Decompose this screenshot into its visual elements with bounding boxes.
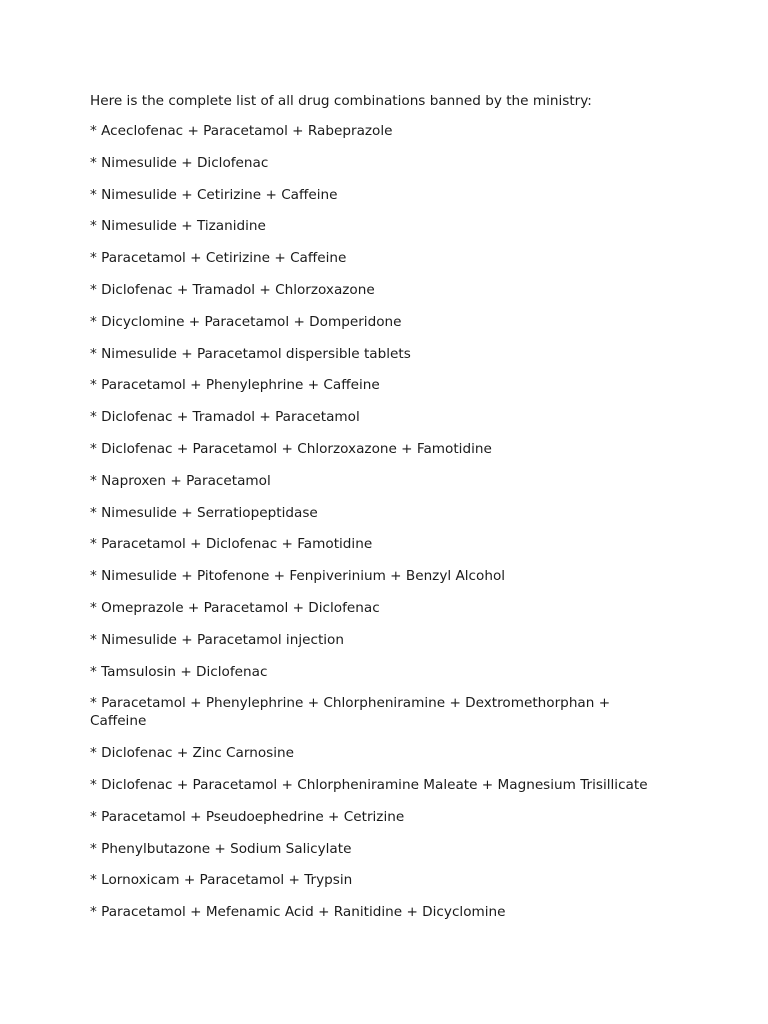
list-item: * Nimesulide + Serratiopeptidase <box>90 504 318 521</box>
list-item: * Nimesulide + Diclofenac <box>90 154 269 171</box>
list-item: * Diclofenac + Zinc Carnosine <box>90 745 294 762</box>
list-item: * Paracetamol + Mefenamic Acid + Ranitidine + Dicyclomine <box>90 904 506 921</box>
list-item: * Aceclofenac + Paracetamol + Rabeprazole <box>90 123 393 139</box>
list-item: * Lornoxicam + Paracetamol + Trypsin <box>90 872 353 889</box>
list-item: * Nimesulide + Cetirizine + Caffeine <box>90 186 338 203</box>
intro-text: Here is the complete list of all drug combinations banned by the ministry: <box>90 93 592 109</box>
list-item: * Nimesulide + Paracetamol dispersible tablets <box>90 345 411 362</box>
list-item: * Paracetamol + Phenylephrine + Caffeine <box>90 377 380 394</box>
list-item: * Dicyclomine + Paracetamol + Domperidone <box>90 313 402 330</box>
list-item: * Paracetamol + Cetirizine + Caffeine <box>90 250 347 267</box>
list-item: * Nimesulide + Tizanidine <box>90 218 266 235</box>
list-item: * Paracetamol + Diclofenac + Famotidine <box>90 536 373 553</box>
banned-drug-list <box>90 122 650 921</box>
list-item: * Nimesulide + Pitofenone + Fenpiverinium + Benzyl Alcohol <box>90 568 506 585</box>
list-item: * Phenylbutazone + Sodium Salicylate <box>90 840 352 857</box>
list-item: * Omeprazole + Paracetamol + Diclofenac <box>90 599 380 616</box>
list-item: * Diclofenac + Paracetamol + Chlorzoxazone + Famotidine <box>90 440 492 457</box>
list-item: * Nimesulide + Paracetamol injection <box>90 631 344 648</box>
list-item: * Diclofenac + Tramadol + Chlorzoxazone <box>90 281 375 298</box>
list-item: * Tamsulosin + Diclofenac <box>90 663 268 680</box>
list-item: * Paracetamol + Phenylephrine + Chlorpheniramine + Dextromethorphan + Caffeine <box>90 695 611 730</box>
document-body <box>90 92 650 935</box>
list-item: * Diclofenac + Tramadol + Paracetamol <box>90 409 360 426</box>
list-item: * Diclofenac + Paracetamol + Chlorpheniramine Maleate + Magnesium Trisillicate <box>90 776 648 793</box>
list-item: * Naproxen + Paracetamol <box>90 472 271 489</box>
list-item: * Paracetamol + Pseudoephedrine + Cetrizine <box>90 808 405 825</box>
